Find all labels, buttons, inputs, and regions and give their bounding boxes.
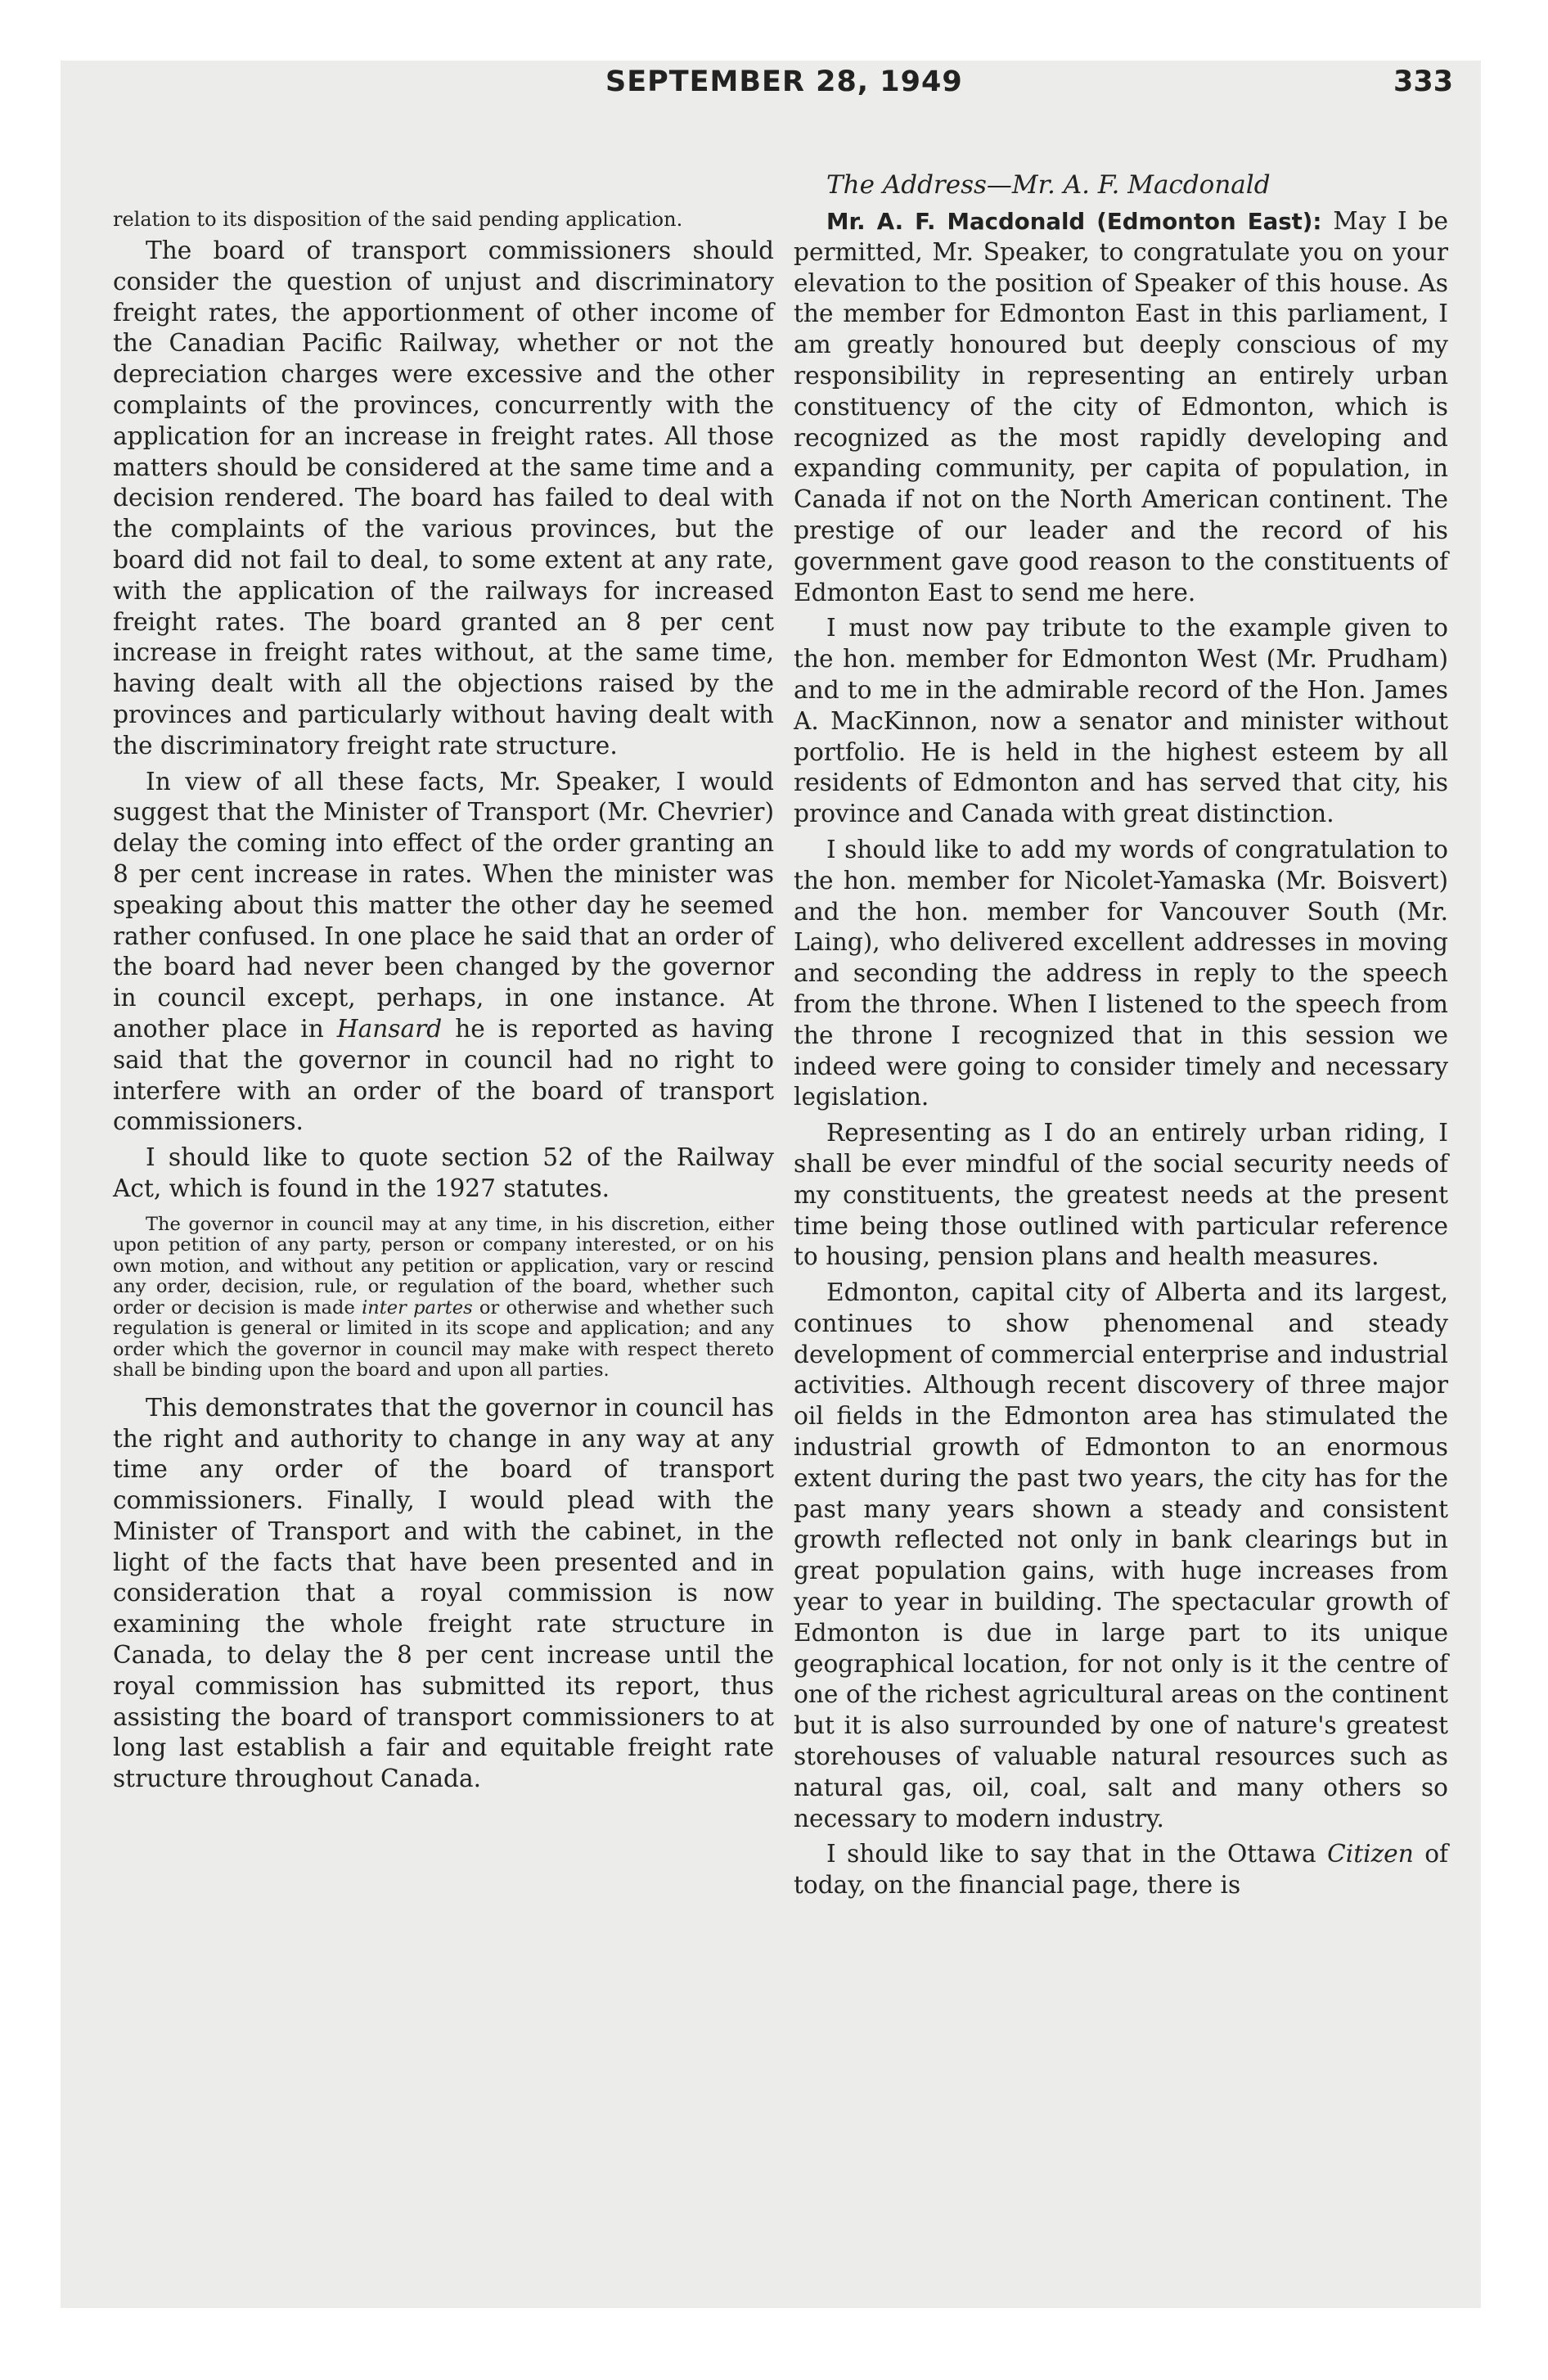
page-number: 333 [1393,65,1454,98]
inter-partes-italic: inter partes [362,1296,473,1318]
left-column [113,208,774,1795]
paragraph: In view of all these facts, Mr. Speaker, I would suggest that the Minister of Transport (Mr. Chevrier) delay the coming into effect of the order granting an 8 per cent increase in rates. When the minister was speaking about this matter the other day he seemed rather confused. In one place he said that an order of the board had never been changed by the governor in council except, perhaps, in one instance. At another place in Hansard he is reported as having said that the governor in council had no right to interfere with an order of the board of transport commissioners. [113,767,774,1136]
hansard-italic: Hansard [336,1014,443,1043]
right-column [794,169,1448,1901]
paragraph: Representing as I do an entirely urban riding, I shall be ever mindful of the social security needs of my constituents, the greatest needs at the present time being those outlined with particular reference to housing, pension plans and health measures. [794,1119,1448,1271]
speaker-name: Mr. A. F. Macdonald (Edmonton East): [826,208,1322,235]
paragraph: I must now pay tribute to the example given to the hon. member for Edmonton West (Mr. Prudham) and to me in the admirable record of the Hon. James A. MacKinnon, now a senator and minister without portfolio. He is held in the highest esteem by all residents of Edmonton and has served that city, his province and Canada with great distinction. [794,614,1448,828]
paragraph: I should like to say that in the Ottawa Citizen of today, on the financial page, there is [794,1840,1448,1900]
running-head: The Address—Mr. A. F. Macdonald [826,170,1271,200]
paragraph: The board of transport commissioners should consider the question of unjust and discriminatory freight rates, the apportionment of other income of the Canadian Pacific Railway, whether or not the depreciation charges were excessive and the other complaints of the provinces, concurrently with the application for an increase in freight rates. All those matters should be considered at the same time and a decision rendered. The board has failed to deal with the complaints of the various provinces, but the board did not fail to deal, to some extent at any rate, with the application of the railways for increased freight rates. The board granted an 8 per cent increase in freight rates without, at the same time, having dealt with all the objections raised by the provinces and particularly without having dealt with the discriminatory freight rate structure. [113,237,774,760]
quoted-statute: The governor in council may at any time, in his discretion, either upon petition of any party, person or company interested, or on his own motion, and without any petition or application, vary or rescind any order, decision, rule, or regulation of the board, whether such order or decision is made inter partes or otherwise and whether such regulation is general or limited in its scope and application; and any order which the governor in council may make with respect thereto shall be binding upon the board and upon all parties. [113,1213,774,1382]
speech-opening: Mr. A. F. Macdonald (Edmonton East): May I be permitted, Mr. Speaker, to congratulate you on your elevation to the position of Speaker of this house. As the member for Edmonton East in this parliament, I am greatly honoured but deeply conscious of my responsibility in representing an entirely urban constituency of the city of Edmonton, which is recognized as the most rapidly developing and expanding community, per capita of population, in Canada if not on the North American continent. The prestige of our leader and the record of his government gave good reason to the constituents of Edmonton East to send me here. [794,207,1448,606]
page-date-header: SEPTEMBER 28, 1949 [605,65,963,98]
paragraph: This demonstrates that the governor in council has the right and authority to change in any way at any time any order of the board of transport commissioners. Finally, I would plead with the Minister of Transport and with the cabinet, in the light of the facts that have been presented and in consideration that a royal commission is now examining the whole freight rate structure in Canada, to delay the 8 per cent increase until the royal commission has submitted its report, thus assisting the board of transport commissioners to at long last establish a fair and equitable freight rate structure throughout Canada. [113,1393,774,1793]
continued-sentence: relation to its disposition of the said pending application. [113,208,683,231]
paragraph: I should like to add my words of congratulation to the hon. member for Nicolet-Yamaska (Mr. Boisvert) and the hon. member for Vancouver South (Mr. Laing), who delivered excellent addresses in moving and seconding the address in reply to the speech from the throne. When I listened to the speech from the throne I recognized that in this session we indeed were going to consider timely and necessary legislation. [794,835,1448,1111]
paragraph: I should like to quote section 52 of the Railway Act, which is found in the 1927 statutes. [113,1143,774,1202]
citizen-italic: Citizen [1327,1840,1414,1868]
paragraph: Edmonton, capital city of Alberta and its largest, continues to show phenomenal and steady development of commercial enterprise and industrial activities. Although recent discovery of three major oil fields in the Edmonton area has stimulated the industrial growth of Edmonton to an enormous extent during the past two years, the city has for the past many years shown a steady and consistent growth reflected not only in bank clearings but in great population gains, with huge increases from year to year in building. The spectacular growth of Edmonton is due in large part to its unique geographical location, for not only is it the centre of one of the richest agricultural areas on the continent but it is also surrounded by one of nature's greatest storehouses of valuable natural resources such as natural gas, oil, coal, salt and many others so necessary to modern industry. [794,1278,1448,1832]
